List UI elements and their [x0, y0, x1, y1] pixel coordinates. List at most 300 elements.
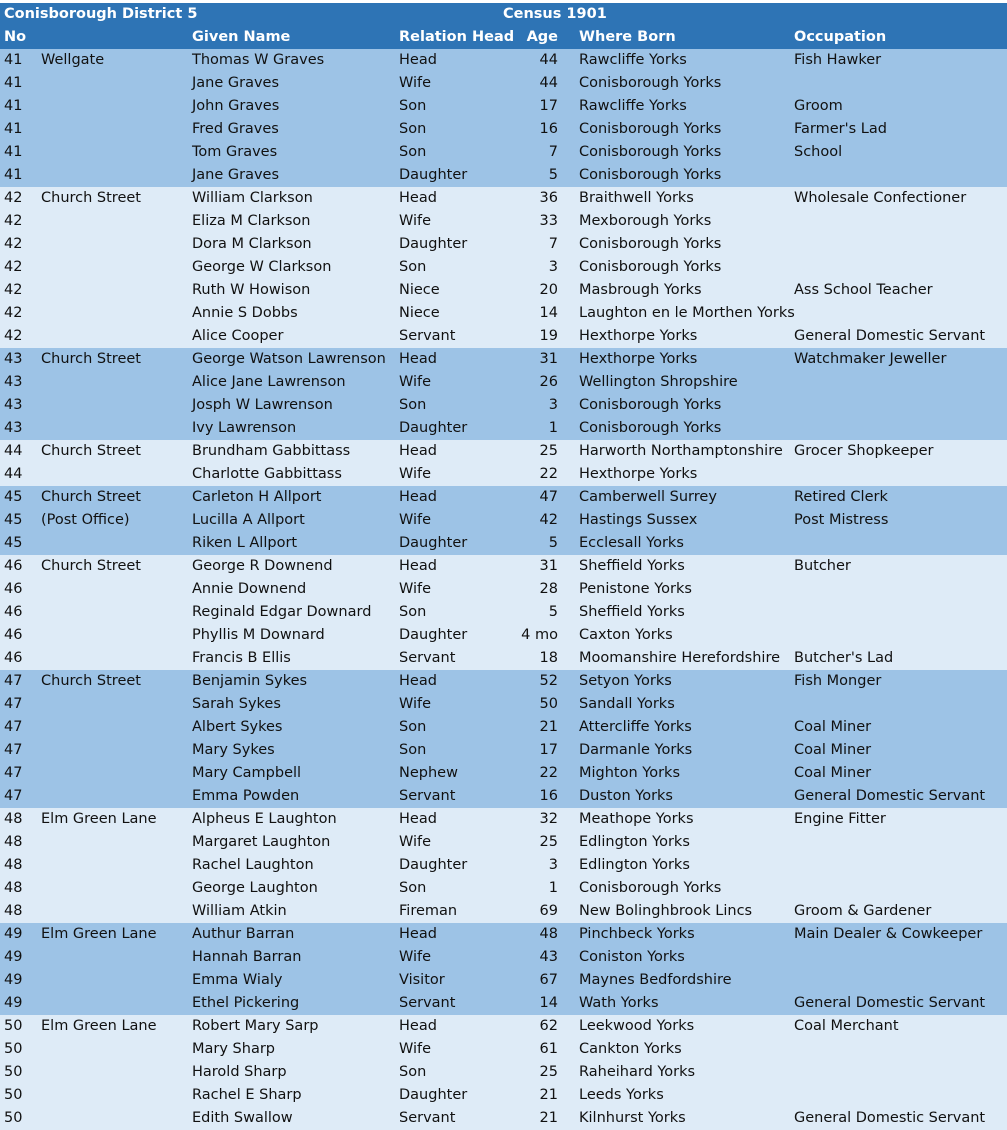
cell-relation: Daughter: [399, 857, 468, 873]
cell-age: 62: [539, 1018, 558, 1034]
cell-no: 47: [4, 673, 23, 689]
cell-given-name: Alice Jane Lawrenson: [192, 374, 346, 390]
table-row: [0, 808, 1007, 831]
cell-street: Church Street: [41, 558, 141, 574]
cell-street: Church Street: [41, 190, 141, 206]
cell-age: 22: [539, 466, 558, 482]
cell-no: 46: [4, 650, 23, 666]
cell-no: 42: [4, 236, 23, 252]
cell-given-name: Ethel Pickering: [192, 995, 300, 1011]
cell-age: 21: [539, 1087, 558, 1103]
table-row: [0, 233, 1007, 256]
cell-where-born: Penistone Yorks: [579, 581, 692, 597]
cell-age: 7: [548, 144, 558, 160]
cell-where-born: Hexthorpe Yorks: [579, 351, 698, 367]
cell-age: 50: [539, 696, 558, 712]
cell-age: 26: [539, 374, 558, 390]
cell-occupation: Ass School Teacher: [794, 282, 933, 298]
cell-no: 49: [4, 972, 23, 988]
cell-age: 3: [548, 857, 558, 873]
cell-no: 48: [4, 880, 23, 896]
cell-relation: Head: [399, 190, 437, 206]
table-row: [0, 1038, 1007, 1061]
title-row: [0, 3, 1007, 26]
cell-age: 21: [539, 1110, 558, 1126]
table-row: [0, 417, 1007, 440]
cell-given-name: Alpheus E Laughton: [192, 811, 337, 827]
cell-relation: Daughter: [399, 627, 468, 643]
cell-given-name: Edith Swallow: [192, 1110, 293, 1126]
cell-given-name: Alice Cooper: [192, 328, 284, 344]
cell-age: 16: [539, 788, 558, 804]
cell-where-born: Wellington Shropshire: [579, 374, 738, 390]
cell-street: (Post Office): [41, 512, 130, 528]
cell-given-name: Francis B Ellis: [192, 650, 291, 666]
cell-where-born: Attercliffe Yorks: [579, 719, 692, 735]
cell-where-born: Hexthorpe Yorks: [579, 328, 698, 344]
cell-occupation: Groom & Gardener: [794, 903, 932, 919]
table-row: [0, 969, 1007, 992]
cell-given-name: Eliza M Clarkson: [192, 213, 311, 229]
cell-relation: Head: [399, 811, 437, 827]
cell-where-born: Ecclesall Yorks: [579, 535, 684, 551]
cell-given-name: Jane Graves: [192, 167, 280, 183]
cell-no: 43: [4, 374, 23, 390]
cell-where-born: Setyon Yorks: [579, 673, 672, 689]
cell-given-name: William Clarkson: [192, 190, 313, 206]
cell-no: 43: [4, 351, 23, 367]
cell-relation: Head: [399, 926, 437, 942]
cell-given-name: Jane Graves: [192, 75, 280, 91]
table-row: [0, 440, 1007, 463]
cell-where-born: Cankton Yorks: [579, 1041, 682, 1057]
cell-age: 44: [539, 75, 558, 91]
table-row: [0, 900, 1007, 923]
cell-where-born: Duston Yorks: [579, 788, 673, 804]
cell-age: 14: [539, 995, 558, 1011]
table-row: [0, 118, 1007, 141]
cell-age: 52: [539, 673, 558, 689]
cell-no: 49: [4, 949, 23, 965]
cell-relation: Head: [399, 489, 437, 505]
table-row: [0, 578, 1007, 601]
cell-relation: Son: [399, 259, 427, 275]
cell-age: 31: [539, 351, 558, 367]
cell-age: 17: [539, 98, 558, 114]
cell-where-born: Conisborough Yorks: [579, 167, 722, 183]
cell-no: 41: [4, 75, 23, 91]
cell-street: Church Street: [41, 489, 141, 505]
cell-given-name: Harold Sharp: [192, 1064, 287, 1080]
table-row: [0, 302, 1007, 325]
column-header-row: [0, 26, 1007, 49]
table-row: [0, 279, 1007, 302]
cell-relation: Daughter: [399, 535, 468, 551]
table-row: [0, 877, 1007, 900]
cell-no: 42: [4, 328, 23, 344]
cell-given-name: Annie Downend: [192, 581, 307, 597]
district-title: Conisborough District 5: [4, 6, 198, 22]
cell-age: 61: [539, 1041, 558, 1057]
table-row: [0, 348, 1007, 371]
cell-no: 50: [4, 1110, 23, 1126]
table-row: [0, 95, 1007, 118]
table-row: [0, 325, 1007, 348]
cell-age: 16: [539, 121, 558, 137]
cell-relation: Head: [399, 351, 437, 367]
cell-no: 46: [4, 558, 23, 574]
cell-where-born: Darmanle Yorks: [579, 742, 693, 758]
cell-age: 5: [548, 604, 558, 620]
cell-occupation: Engine Fitter: [794, 811, 886, 827]
cell-where-born: Pinchbeck Yorks: [579, 926, 695, 942]
cell-occupation: Post Mistress: [794, 512, 889, 528]
table-row: [0, 394, 1007, 417]
cell-where-born: Conisborough Yorks: [579, 236, 722, 252]
table-row: [0, 1107, 1007, 1130]
cell-relation: Fireman: [399, 903, 458, 919]
cell-no: 45: [4, 535, 23, 551]
cell-where-born: Raheihard Yorks: [579, 1064, 696, 1080]
cell-relation: Servant: [399, 788, 456, 804]
cell-given-name: Mary Campbell: [192, 765, 302, 781]
cell-relation: Daughter: [399, 236, 468, 252]
table-row: [0, 532, 1007, 555]
cell-given-name: Rachel Laughton: [192, 857, 314, 873]
cell-no: 43: [4, 397, 23, 413]
cell-given-name: Tom Graves: [192, 144, 278, 160]
cell-age: 44: [539, 52, 558, 68]
cell-no: 43: [4, 420, 23, 436]
table-row: [0, 854, 1007, 877]
cell-where-born: Meathope Yorks: [579, 811, 694, 827]
cell-given-name: Carleton H Allport: [192, 489, 322, 505]
cell-age: 18: [539, 650, 558, 666]
cell-no: 42: [4, 213, 23, 229]
cell-relation: Servant: [399, 995, 456, 1011]
table-row: [0, 1061, 1007, 1084]
cell-where-born: Coniston Yorks: [579, 949, 685, 965]
cell-age: 21: [539, 719, 558, 735]
cell-age: 31: [539, 558, 558, 574]
cell-given-name: Ruth W Howison: [192, 282, 311, 298]
cell-given-name: John Graves: [192, 98, 280, 114]
cell-no: 50: [4, 1018, 23, 1034]
cell-where-born: Caxton Yorks: [579, 627, 673, 643]
table-row: [0, 141, 1007, 164]
cell-given-name: Charlotte Gabbittass: [192, 466, 342, 482]
cell-relation: Son: [399, 719, 427, 735]
cell-where-born: Conisborough Yorks: [579, 75, 722, 91]
cell-where-born: Wath Yorks: [579, 995, 659, 1011]
cell-no: 50: [4, 1064, 23, 1080]
cell-occupation: Coal Merchant: [794, 1018, 899, 1034]
cell-given-name: George W Clarkson: [192, 259, 332, 275]
cell-no: 50: [4, 1041, 23, 1057]
cell-where-born: Mighton Yorks: [579, 765, 681, 781]
cell-where-born: Conisborough Yorks: [579, 420, 722, 436]
table-row: [0, 486, 1007, 509]
cell-relation: Wife: [399, 1041, 432, 1057]
cell-age: 3: [548, 259, 558, 275]
cell-relation: Son: [399, 1064, 427, 1080]
cell-occupation: General Domestic Servant: [794, 788, 986, 804]
cell-no: 47: [4, 696, 23, 712]
cell-given-name: Mary Sykes: [192, 742, 275, 758]
cell-where-born: Sheffield Yorks: [579, 604, 685, 620]
cell-given-name: Albert Sykes: [192, 719, 283, 735]
cell-relation: Son: [399, 144, 427, 160]
cell-age: 19: [539, 328, 558, 344]
cell-where-born: Edlington Yorks: [579, 834, 690, 850]
cell-where-born: Conisborough Yorks: [579, 397, 722, 413]
cell-age: 4 mo: [521, 627, 558, 643]
cell-occupation: Butcher's Lad: [794, 650, 894, 666]
cell-street: Church Street: [41, 443, 141, 459]
cell-relation: Head: [399, 1018, 437, 1034]
header-age: Age: [526, 29, 558, 45]
table-row: [0, 371, 1007, 394]
cell-relation: Wife: [399, 949, 432, 965]
table-row: [0, 624, 1007, 647]
cell-where-born: Harworth Northamptonshire: [579, 443, 783, 459]
cell-relation: Head: [399, 52, 437, 68]
cell-age: 5: [548, 167, 558, 183]
cell-occupation: Coal Miner: [794, 719, 872, 735]
cell-no: 45: [4, 512, 23, 528]
cell-given-name: Lucilla A Allport: [192, 512, 305, 528]
table-row: [0, 785, 1007, 808]
cell-age: 42: [539, 512, 558, 528]
cell-relation: Daughter: [399, 420, 468, 436]
table-row: [0, 555, 1007, 578]
cell-given-name: Authur Barran: [192, 926, 295, 942]
cell-occupation: Fish Monger: [794, 673, 882, 689]
cell-no: 42: [4, 259, 23, 275]
cell-relation: Servant: [399, 650, 456, 666]
cell-no: 48: [4, 811, 23, 827]
cell-occupation: Main Dealer & Cowkeeper: [794, 926, 983, 942]
cell-no: 48: [4, 834, 23, 850]
cell-where-born: Edlington Yorks: [579, 857, 690, 873]
cell-relation: Son: [399, 397, 427, 413]
cell-relation: Nephew: [399, 765, 458, 781]
cell-occupation: Wholesale Confectioner: [794, 190, 967, 206]
cell-relation: Wife: [399, 512, 432, 528]
cell-occupation: General Domestic Servant: [794, 328, 986, 344]
header-no: No: [4, 29, 27, 45]
cell-age: 33: [539, 213, 558, 229]
table-row: [0, 831, 1007, 854]
cell-age: 25: [539, 834, 558, 850]
cell-age: 69: [539, 903, 558, 919]
cell-where-born: Conisborough Yorks: [579, 121, 722, 137]
cell-occupation: Grocer Shopkeeper: [794, 443, 934, 459]
cell-no: 41: [4, 167, 23, 183]
cell-where-born: Hastings Sussex: [579, 512, 698, 528]
header-relation: Relation Head: [399, 29, 515, 45]
table-row: [0, 992, 1007, 1015]
table-row: [0, 716, 1007, 739]
cell-no: 45: [4, 489, 23, 505]
cell-given-name: Annie S Dobbs: [192, 305, 298, 321]
cell-street: Elm Green Lane: [41, 1018, 157, 1034]
cell-age: 22: [539, 765, 558, 781]
cell-occupation: Fish Hawker: [794, 52, 882, 68]
cell-given-name: Brundham Gabbittass: [192, 443, 351, 459]
cell-age: 1: [548, 880, 558, 896]
table-row: [0, 693, 1007, 716]
table-row: [0, 739, 1007, 762]
cell-no: 46: [4, 581, 23, 597]
cell-no: 48: [4, 903, 23, 919]
cell-given-name: Dora M Clarkson: [192, 236, 312, 252]
cell-age: 36: [539, 190, 558, 206]
cell-age: 7: [548, 236, 558, 252]
cell-relation: Niece: [399, 305, 440, 321]
cell-relation: Son: [399, 121, 427, 137]
table-row: [0, 670, 1007, 693]
cell-age: 17: [539, 742, 558, 758]
cell-relation: Servant: [399, 1110, 456, 1126]
cell-occupation: Retired Clerk: [794, 489, 888, 505]
cell-given-name: Emma Powden: [192, 788, 300, 804]
cell-no: 47: [4, 765, 23, 781]
cell-no: 50: [4, 1087, 23, 1103]
cell-occupation: Coal Miner: [794, 742, 872, 758]
cell-where-born: Hexthorpe Yorks: [579, 466, 698, 482]
cell-where-born: Conisborough Yorks: [579, 144, 722, 160]
cell-where-born: Moomanshire Herefordshire: [579, 650, 781, 666]
cell-given-name: Ivy Lawrenson: [192, 420, 297, 436]
cell-occupation: Groom: [794, 98, 843, 114]
cell-street: Elm Green Lane: [41, 926, 157, 942]
table-row: [0, 647, 1007, 670]
cell-no: 49: [4, 995, 23, 1011]
cell-age: 14: [539, 305, 558, 321]
cell-where-born: Conisborough Yorks: [579, 259, 722, 275]
cell-relation: Wife: [399, 696, 432, 712]
cell-given-name: Robert Mary Sarp: [192, 1018, 319, 1034]
cell-age: 67: [539, 972, 558, 988]
cell-no: 47: [4, 788, 23, 804]
cell-no: 49: [4, 926, 23, 942]
cell-relation: Son: [399, 880, 427, 896]
cell-street: Church Street: [41, 351, 141, 367]
cell-relation: Wife: [399, 466, 432, 482]
cell-no: 41: [4, 98, 23, 114]
table-row: [0, 463, 1007, 486]
table-row: [0, 256, 1007, 279]
table-row: [0, 762, 1007, 785]
cell-age: 32: [539, 811, 558, 827]
cell-age: 20: [539, 282, 558, 298]
cell-age: 1: [548, 420, 558, 436]
cell-no: 47: [4, 742, 23, 758]
cell-where-born: New Bolinghbrook Lincs: [579, 903, 753, 919]
cell-no: 47: [4, 719, 23, 735]
cell-where-born: Rawcliffe Yorks: [579, 98, 687, 114]
cell-no: 46: [4, 627, 23, 643]
cell-relation: Servant: [399, 328, 456, 344]
cell-where-born: Conisborough Yorks: [579, 880, 722, 896]
table-row: [0, 72, 1007, 95]
cell-relation: Visitor: [399, 972, 445, 988]
table-row: [0, 509, 1007, 532]
cell-where-born: Sandall Yorks: [579, 696, 675, 712]
cell-relation: Head: [399, 558, 437, 574]
table-row: [0, 164, 1007, 187]
cell-age: 28: [539, 581, 558, 597]
cell-where-born: Braithwell Yorks: [579, 190, 694, 206]
cell-no: 41: [4, 121, 23, 137]
cell-no: 42: [4, 305, 23, 321]
census-title: Census 1901: [503, 6, 607, 22]
cell-relation: Wife: [399, 581, 432, 597]
cell-given-name: George Laughton: [192, 880, 318, 896]
cell-given-name: George Watson Lawrenson: [192, 351, 386, 367]
cell-given-name: Thomas W Graves: [192, 52, 325, 68]
cell-relation: Wife: [399, 834, 432, 850]
header-occupation: Occupation: [794, 29, 887, 45]
cell-no: 41: [4, 144, 23, 160]
cell-occupation: Butcher: [794, 558, 851, 574]
cell-no: 48: [4, 857, 23, 873]
cell-no: 42: [4, 282, 23, 298]
cell-relation: Son: [399, 98, 427, 114]
cell-no: 46: [4, 604, 23, 620]
cell-where-born: Leekwood Yorks: [579, 1018, 695, 1034]
cell-occupation: General Domestic Servant: [794, 995, 986, 1011]
cell-age: 43: [539, 949, 558, 965]
cell-occupation: School: [794, 144, 843, 160]
cell-age: 47: [539, 489, 558, 505]
cell-age: 25: [539, 1064, 558, 1080]
cell-street: Wellgate: [41, 52, 105, 68]
cell-where-born: Masbrough Yorks: [579, 282, 702, 298]
cell-relation: Niece: [399, 282, 440, 298]
cell-occupation: General Domestic Servant: [794, 1110, 986, 1126]
cell-given-name: Reginald Edgar Downard: [192, 604, 372, 620]
cell-where-born: Kilnhurst Yorks: [579, 1110, 686, 1126]
table-row: [0, 187, 1007, 210]
cell-relation: Daughter: [399, 167, 468, 183]
cell-where-born: Laughton en le Morthen Yorks: [579, 305, 795, 321]
cell-where-born: Rawcliffe Yorks: [579, 52, 687, 68]
header-where-born: Where Born: [579, 29, 676, 45]
cell-where-born: Mexborough Yorks: [579, 213, 712, 229]
cell-relation: Son: [399, 742, 427, 758]
cell-age: 25: [539, 443, 558, 459]
table-row: [0, 1015, 1007, 1038]
cell-age: 5: [548, 535, 558, 551]
cell-age: 48: [539, 926, 558, 942]
cell-given-name: Benjamin Sykes: [192, 673, 308, 689]
cell-given-name: Riken L Allport: [192, 535, 298, 551]
cell-given-name: Josph W Lawrenson: [192, 397, 333, 413]
cell-given-name: William Atkin: [192, 903, 287, 919]
cell-relation: Son: [399, 604, 427, 620]
cell-where-born: Maynes Bedfordshire: [579, 972, 732, 988]
cell-given-name: Margaret Laughton: [192, 834, 331, 850]
header-given-name: Given Name: [192, 29, 291, 45]
cell-given-name: Rachel E Sharp: [192, 1087, 302, 1103]
cell-occupation: Coal Miner: [794, 765, 872, 781]
cell-age: 3: [548, 397, 558, 413]
cell-relation: Wife: [399, 213, 432, 229]
table-row: [0, 601, 1007, 624]
cell-street: Elm Green Lane: [41, 811, 157, 827]
